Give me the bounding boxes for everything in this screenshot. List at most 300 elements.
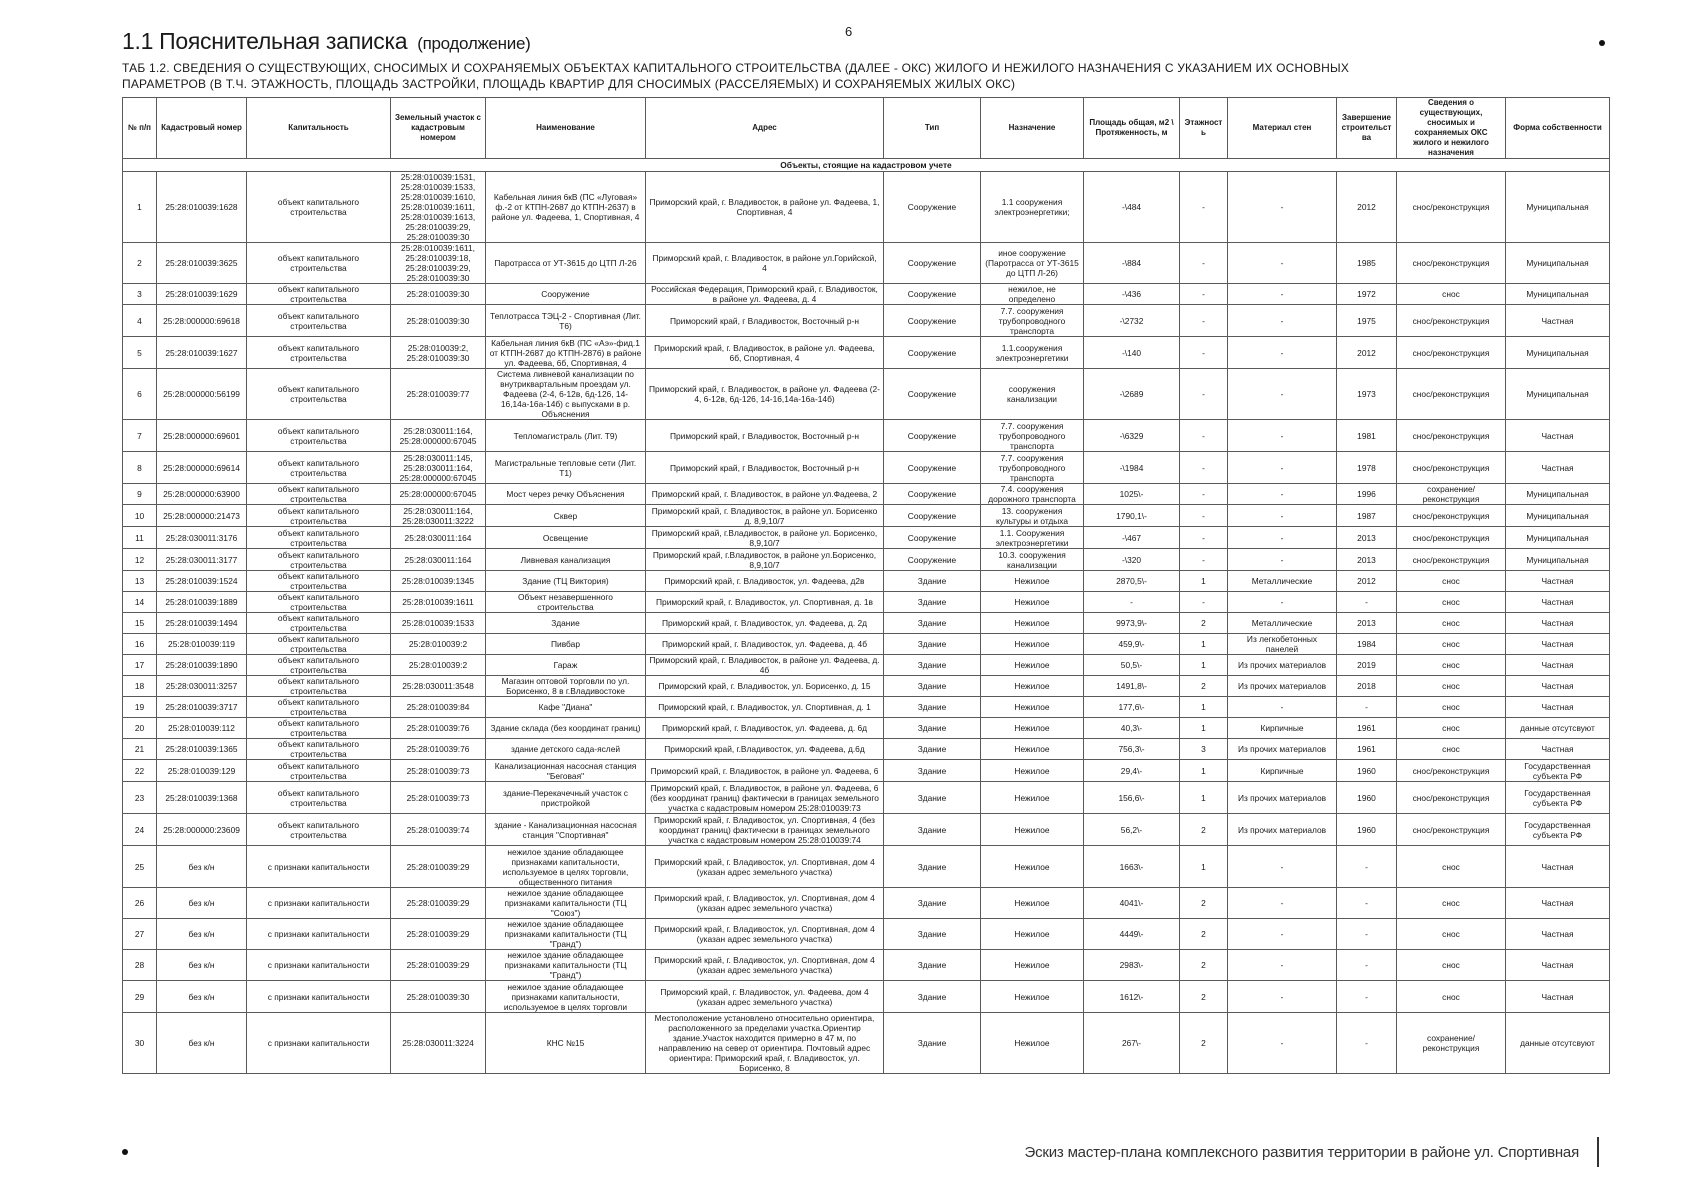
- table-cell: -: [1228, 305, 1337, 337]
- table-cell: снос: [1397, 919, 1506, 950]
- table-cell: Паротрасса от УТ-3615 до ЦТП Л-26: [486, 243, 646, 284]
- table-cell: Здание: [884, 655, 981, 676]
- table-cell: снос/реконструкция: [1397, 527, 1506, 549]
- table-cell: 56,2\-: [1084, 814, 1180, 846]
- table-cell: -: [1228, 846, 1337, 888]
- table-cell: 26: [123, 888, 157, 919]
- table-cell: -: [1228, 420, 1337, 452]
- table-cell: Кабельная линия 6кВ (ПС «Аэ»-фид.1 от КТПН-2687 до КТПН-2876) в районе ул. Фадеева, 6б, Спортивная, 4: [486, 337, 646, 369]
- table-cell: нежилое здание обладающее признаками капитальности (ТЦ "Гранд"): [486, 950, 646, 981]
- table-cell: Кирпичные: [1228, 760, 1337, 782]
- table-cell: 25:28:010039:1890: [157, 655, 247, 676]
- table-cell: 25:28:010039:1345: [391, 571, 486, 592]
- table-cell: -: [1228, 527, 1337, 549]
- table-cell: 25:28:030011:164: [391, 549, 486, 571]
- table-cell: -\484: [1084, 172, 1180, 243]
- table-cell: Муниципальная: [1506, 369, 1610, 420]
- column-header: Наименование: [486, 98, 646, 159]
- table-cell: -: [1228, 452, 1337, 484]
- table-cell: Частная: [1506, 676, 1610, 697]
- table-cell: -: [1337, 697, 1397, 718]
- table-cell: 6: [123, 369, 157, 420]
- table-cell: объект капитального строительства: [247, 337, 391, 369]
- table-cell: Государственная субъекта РФ: [1506, 782, 1610, 814]
- table-cell: 25:28:010039:2, 25:28:010039:30: [391, 337, 486, 369]
- column-header: Кадастровый номер: [157, 98, 247, 159]
- table-cell: объект капитального строительства: [247, 655, 391, 676]
- table-cell: Частная: [1506, 634, 1610, 655]
- table-cell: объект капитального строительства: [247, 305, 391, 337]
- table-cell: 2012: [1337, 337, 1397, 369]
- table-cell: Магистральные тепловые сети (Лит. Т1): [486, 452, 646, 484]
- table-cell: 1: [1180, 846, 1228, 888]
- table-cell: объект капитального строительства: [247, 549, 391, 571]
- table-cell: Частная: [1506, 950, 1610, 981]
- table-cell: 30: [123, 1013, 157, 1074]
- table-cell: 267\-: [1084, 1013, 1180, 1074]
- table-cell: 1.1. Сооружения электроэнергетики: [981, 527, 1084, 549]
- table-cell: Нежилое: [981, 592, 1084, 613]
- table-cell: 25:28:010039:1365: [157, 739, 247, 760]
- table-cell: снос: [1397, 718, 1506, 739]
- table-cell: 1984: [1337, 634, 1397, 655]
- table-cell: 2: [1180, 613, 1228, 634]
- table-cell: -: [1228, 284, 1337, 305]
- table-cell: -: [1228, 888, 1337, 919]
- table-cell: нежилое здание обладающее признаками капитальности (ТЦ "Гранд"): [486, 919, 646, 950]
- table-cell: 156,6\-: [1084, 782, 1180, 814]
- table-cell: Нежилое: [981, 697, 1084, 718]
- table-cell: Частная: [1506, 420, 1610, 452]
- table-cell: без к/н: [157, 981, 247, 1013]
- table-cell: Объект незавершенного строительства: [486, 592, 646, 613]
- table-cell: без к/н: [157, 1013, 247, 1074]
- table-cell: Приморский край, г. Владивосток, в районе ул.Горийской, 4: [646, 243, 884, 284]
- table-cell: 1: [1180, 571, 1228, 592]
- table-cell: 25:28:000000:23609: [157, 814, 247, 846]
- table-cell: Сооружение: [884, 305, 981, 337]
- table-cell: 25:28:010039:119: [157, 634, 247, 655]
- table-cell: 1612\-: [1084, 981, 1180, 1013]
- column-header: Этажность: [1180, 98, 1228, 159]
- table-cell: -\2732: [1084, 305, 1180, 337]
- table-cell: 12: [123, 549, 157, 571]
- table-cell: объект капитального строительства: [247, 243, 391, 284]
- table-cell: 25:28:010039:1533: [391, 613, 486, 634]
- table-cell: 25:28:010039:112: [157, 718, 247, 739]
- table-cell: объект капитального строительства: [247, 718, 391, 739]
- table-cell: Кирпичные: [1228, 718, 1337, 739]
- table-cell: Здание: [884, 592, 981, 613]
- table-cell: Нежилое: [981, 655, 1084, 676]
- table-cell: объект капитального строительства: [247, 284, 391, 305]
- table-cell: Приморский край, г.Владивосток, в районе ул. Борисенко, 8,9,10/7: [646, 527, 884, 549]
- table-cell: 25:28:030011:145, 25:28:030011:164, 25:28:000000:67045: [391, 452, 486, 484]
- table-cell: Приморский край, г. Владивосток, ул. Спортивная, дом 4 (указан адрес земельного участка): [646, 919, 884, 950]
- table-cell: Частная: [1506, 697, 1610, 718]
- table-cell: Российская Федерация, Приморский край, г. Владивосток, в районе ул. Фадеева, д. 4: [646, 284, 884, 305]
- table-row: [123, 571, 1610, 592]
- table-cell: Частная: [1506, 452, 1610, 484]
- table-cell: 7.7. сооружения трубопроводного транспорта: [981, 452, 1084, 484]
- table-cell: 25:28:010039:29: [391, 950, 486, 981]
- table-cell: объект капитального строительства: [247, 452, 391, 484]
- table-cell: -: [1228, 369, 1337, 420]
- table-cell: снос/реконструкция: [1397, 760, 1506, 782]
- column-header: Адрес: [646, 98, 884, 159]
- table-cell: 25:28:010039:1628: [157, 172, 247, 243]
- table-cell: Из прочих материалов: [1228, 814, 1337, 846]
- table-cell: снос: [1397, 846, 1506, 888]
- table-cell: -: [1228, 981, 1337, 1013]
- table-cell: Приморский край, г. Владивосток, ул. Борисенко, д. 15: [646, 676, 884, 697]
- table-cell: Здание: [884, 571, 981, 592]
- table-cell: 1663\-: [1084, 846, 1180, 888]
- table-cell: -: [1337, 1013, 1397, 1074]
- table-cell: 25:28:010039:2: [391, 634, 486, 655]
- table-cell: 17: [123, 655, 157, 676]
- table-cell: 10: [123, 505, 157, 527]
- column-header: Капитальность: [247, 98, 391, 159]
- table-cell: 25:28:010039:1524: [157, 571, 247, 592]
- table-cell: Ливневая канализация: [486, 549, 646, 571]
- table-cell: 2019: [1337, 655, 1397, 676]
- table-cell: Нежилое: [981, 634, 1084, 655]
- table-cell: Нежилое: [981, 571, 1084, 592]
- table-cell: 13. сооружения культуры и отдыха: [981, 505, 1084, 527]
- table-cell: Гараж: [486, 655, 646, 676]
- table-cell: Приморский край, г. Владивосток, ул. Спортивная, дом 4 (указан адрес земельного участка): [646, 846, 884, 888]
- table-row: [123, 718, 1610, 739]
- table-cell: 1: [123, 172, 157, 243]
- table-cell: Приморский край, г. Владивосток, ул. Фадеева, д2в: [646, 571, 884, 592]
- table-cell: 25:28:000000:67045: [391, 484, 486, 505]
- table-cell: 25:28:010039:30: [391, 284, 486, 305]
- table-cell: Здание: [884, 634, 981, 655]
- table-cell: без к/н: [157, 950, 247, 981]
- table-cell: 25:28:010039:1494: [157, 613, 247, 634]
- table-cell: -: [1228, 243, 1337, 284]
- table-cell: 15: [123, 613, 157, 634]
- table-cell: -: [1228, 592, 1337, 613]
- table-cell: снос: [1397, 739, 1506, 760]
- table-cell: 25:28:010039:29: [391, 846, 486, 888]
- table-cell: Сооружение: [486, 284, 646, 305]
- column-header: № п/п: [123, 98, 157, 159]
- table-cell: снос/реконструкция: [1397, 337, 1506, 369]
- table-cell: снос/реконструкция: [1397, 369, 1506, 420]
- table-cell: 25:28:010039:29: [391, 888, 486, 919]
- table-cell: Приморский край, г. Владивосток, в районе ул. Фадеева, 6: [646, 760, 884, 782]
- table-cell: снос/реконструкция: [1397, 420, 1506, 452]
- table-cell: объект капитального строительства: [247, 760, 391, 782]
- title-suffix: (продолжение): [417, 34, 531, 53]
- table-cell: Муниципальная: [1506, 505, 1610, 527]
- table-cell: 11: [123, 527, 157, 549]
- table-cell: 1: [1180, 718, 1228, 739]
- table-cell: Нежилое: [981, 814, 1084, 846]
- table-cell: без к/н: [157, 888, 247, 919]
- table-cell: Нежилое: [981, 718, 1084, 739]
- title-main: 1.1 Пояснительная записка: [122, 28, 408, 54]
- table-cell: 7: [123, 420, 157, 452]
- table-cell: без к/н: [157, 846, 247, 888]
- table-cell: -: [1337, 919, 1397, 950]
- table-cell: Приморский край, г. Владивосток, в районе ул. Фадеева, 6б, Спортивная, 4: [646, 337, 884, 369]
- table-cell: 2: [123, 243, 157, 284]
- table-cell: 3: [1180, 739, 1228, 760]
- table-cell: Сооружение: [884, 527, 981, 549]
- section-label: Объекты, стоящие на кадастровом учете: [123, 159, 1610, 172]
- table-cell: снос/реконструкция: [1397, 452, 1506, 484]
- table-cell: с признаки капитальности: [247, 981, 391, 1013]
- table-cell: Местоположение установлено относительно ориентира, расположенного за пределами участка.Ориентир здание.Участок находится примерно в 47 м, по направлению на север от ориентира. Почтовый адрес ориентира: Приморский край, г. Владивосток, ул. Борисенко, 8: [646, 1013, 884, 1074]
- table-caption: ТАБ 1.2. СВЕДЕНИЯ О СУЩЕСТВУЮЩИХ, СНОСИМЫХ И СОХРАНЯЕМЫХ ОБЪЕКТАХ КАПИТАЛЬНОГО СТРОИТЕЛЬСТВА (ДАЛЕЕ - ОКС) ЖИЛОГО И НЕЖИЛОГО НАЗНАЧЕНИЯ С УКАЗАНИЕМ ИХ ОСНОВНЫХ ПАРАМЕТРОВ (В Т.Ч. ЭТАЖНОСТЬ, ПЛОЩАДЬ ЗАСТРОЙКИ, ПЛОЩАДЬ КВАРТИР ДЛЯ СНОСИМЫХ (РАССЕЛЯЕМЫХ) И СОХРАНЯЕМЫХ ЖИЛЫХ ОКС): [122, 61, 1350, 91]
- table-cell: 2870,5\-: [1084, 571, 1180, 592]
- table-cell: Канализационная насосная станция "Беговая": [486, 760, 646, 782]
- table-cell: нежилое здание обладающее признаками капитальности, используемое в целях торговли: [486, 981, 646, 1013]
- table-cell: объект капитального строительства: [247, 697, 391, 718]
- table-row: [123, 420, 1610, 452]
- table-cell: Из прочих материалов: [1228, 676, 1337, 697]
- table-cell: 25:28:010039:30: [391, 981, 486, 1013]
- table-cell: 1: [1180, 760, 1228, 782]
- table-cell: Приморский край, г. Владивосток, в районе ул.Фадеева, 2: [646, 484, 884, 505]
- table-cell: -: [1180, 369, 1228, 420]
- column-header: Сведения о существующих, сносимых и сохраняемых ОКС жилого и нежилого назначения: [1397, 98, 1506, 159]
- table-cell: -: [1180, 505, 1228, 527]
- column-header: Площадь общая, м2 \ Протяженность, м: [1084, 98, 1180, 159]
- table-row: [123, 243, 1610, 284]
- table-cell: 25:28:010039:1889: [157, 592, 247, 613]
- table-cell: снос: [1397, 676, 1506, 697]
- column-header: Материал стен: [1228, 98, 1337, 159]
- table-cell: Металлические: [1228, 613, 1337, 634]
- table-cell: Нежилое: [981, 739, 1084, 760]
- table-cell: Здание: [884, 613, 981, 634]
- table-cell: снос: [1397, 697, 1506, 718]
- table-cell: 1981: [1337, 420, 1397, 452]
- table-cell: -: [1180, 305, 1228, 337]
- table-cell: 1: [1180, 655, 1228, 676]
- table-cell: Здание: [884, 739, 981, 760]
- footer-divider: [1597, 1137, 1599, 1167]
- table-cell: 27: [123, 919, 157, 950]
- table-cell: Магазин оптовой торговли по ул. Борисенко, 8 в г.Владивостоке: [486, 676, 646, 697]
- table-row: [123, 981, 1610, 1013]
- table-cell: объект капитального строительства: [247, 782, 391, 814]
- table-row: [123, 1013, 1610, 1074]
- table-cell: 28: [123, 950, 157, 981]
- table-cell: Приморский край, г. Владивосток, ул. Спортивная, д. 1в: [646, 592, 884, 613]
- table-cell: Приморский край, г.Владивосток, ул. Фадеева, д.6д: [646, 739, 884, 760]
- table-cell: Кабельная линия 6кВ (ПС «Луговая» ф.-2 от КТПН-2687 до КТПН-2637) в районе ул. Фадеева, 1, Спортивная, 4: [486, 172, 646, 243]
- table-row: [123, 919, 1610, 950]
- table-cell: Приморский край, г. Владивосток, ул. Спортивная, д. 1: [646, 697, 884, 718]
- table-cell: Государственная субъекта РФ: [1506, 814, 1610, 846]
- table-cell: -: [1228, 549, 1337, 571]
- table-header-row: [123, 98, 1610, 159]
- table-cell: -: [1180, 592, 1228, 613]
- table-cell: Металлические: [1228, 571, 1337, 592]
- table-row: [123, 739, 1610, 760]
- table-cell: Здание склада (без координат границ): [486, 718, 646, 739]
- column-header: Назначение: [981, 98, 1084, 159]
- table-cell: Нежилое: [981, 981, 1084, 1013]
- table-cell: Здание: [884, 760, 981, 782]
- table-cell: Сооружение: [884, 484, 981, 505]
- table-cell: -: [1180, 527, 1228, 549]
- table-cell: Государственная субъекта РФ: [1506, 760, 1610, 782]
- objects-table: [122, 97, 1610, 1074]
- table-cell: Приморский край, г Владивосток, Восточный р-н: [646, 420, 884, 452]
- table-cell: 25:28:030011:164, 25:28:000000:67045: [391, 420, 486, 452]
- table-cell: Приморский край, г. Владивосток, в районе ул. Фадеева, д. 4б: [646, 655, 884, 676]
- table-cell: 1025\-: [1084, 484, 1180, 505]
- column-header: Завершение строительства: [1337, 98, 1397, 159]
- table-cell: Система ливневой канализации по внутриквартальным проездам ул. Фадеева (2-4, 6-12в, 6д-126, 14-16,14а-16а-14б) с выпусками в р. Объяснения: [486, 369, 646, 420]
- table-cell: здание детского сада-яслей: [486, 739, 646, 760]
- table-cell: снос: [1397, 888, 1506, 919]
- table-cell: объект капитального строительства: [247, 814, 391, 846]
- table-cell: 25:28:010039:3625: [157, 243, 247, 284]
- table-cell: 25:28:030011:3176: [157, 527, 247, 549]
- table-cell: нежилое, не определено: [981, 284, 1084, 305]
- table-row: [123, 337, 1610, 369]
- table-cell: Здание: [486, 613, 646, 634]
- table-cell: 25:28:010039:3717: [157, 697, 247, 718]
- table-cell: с признаки капитальности: [247, 950, 391, 981]
- table-cell: -\1984: [1084, 452, 1180, 484]
- table-cell: 14: [123, 592, 157, 613]
- table-cell: сооружения канализации: [981, 369, 1084, 420]
- table-cell: 2: [1180, 814, 1228, 846]
- table-cell: 25:28:010039:1368: [157, 782, 247, 814]
- table-cell: -\320: [1084, 549, 1180, 571]
- table-row: [123, 950, 1610, 981]
- table-cell: объект капитального строительства: [247, 571, 391, 592]
- table-cell: 25:28:000000:56199: [157, 369, 247, 420]
- table-cell: 4: [123, 305, 157, 337]
- table-cell: Здание: [884, 697, 981, 718]
- table-cell: 29: [123, 981, 157, 1013]
- table-cell: 2: [1180, 919, 1228, 950]
- table-cell: -: [1337, 981, 1397, 1013]
- table-row: [123, 697, 1610, 718]
- table-cell: 2012: [1337, 172, 1397, 243]
- table-cell: 25:28:010039:73: [391, 782, 486, 814]
- table-cell: снос: [1397, 655, 1506, 676]
- table-cell: Сооружение: [884, 420, 981, 452]
- table-body: [123, 159, 1610, 1074]
- table-row: [123, 284, 1610, 305]
- table-cell: Нежилое: [981, 676, 1084, 697]
- table-cell: Нежилое: [981, 888, 1084, 919]
- table-cell: нежилое здание обладающее признаками капитальности (ТЦ "Союз"): [486, 888, 646, 919]
- table-row: [123, 505, 1610, 527]
- footer-text: Эскиз мастер-плана комплексного развития территории в районе ул. Спортивная: [1024, 1144, 1579, 1161]
- table-cell: -: [1337, 888, 1397, 919]
- table-cell: 18: [123, 676, 157, 697]
- table-cell: 25:28:000000:69614: [157, 452, 247, 484]
- table-cell: 24: [123, 814, 157, 846]
- table-cell: Муниципальная: [1506, 337, 1610, 369]
- table-cell: снос/реконструкция: [1397, 549, 1506, 571]
- table-cell: -: [1337, 950, 1397, 981]
- table-cell: Сквер: [486, 505, 646, 527]
- table-cell: -\140: [1084, 337, 1180, 369]
- table-cell: Частная: [1506, 919, 1610, 950]
- table-cell: -: [1228, 337, 1337, 369]
- table-cell: объект капитального строительства: [247, 613, 391, 634]
- table-cell: Нежилое: [981, 919, 1084, 950]
- table-cell: Мост через речку Объяснения: [486, 484, 646, 505]
- table-cell: иное сооружение (Паротрасса от УТ-3615 до ЦТП Л-26): [981, 243, 1084, 284]
- table-cell: Из прочих материалов: [1228, 782, 1337, 814]
- table-cell: Нежилое: [981, 846, 1084, 888]
- page-title: [122, 28, 530, 55]
- table-cell: 7.4. сооружения дорожного транспорта: [981, 484, 1084, 505]
- table-cell: Из прочих материалов: [1228, 655, 1337, 676]
- table-cell: 1491,8\-: [1084, 676, 1180, 697]
- table-cell: Тепломагистраль (Лит. Т9): [486, 420, 646, 452]
- table-cell: Здание: [884, 846, 981, 888]
- table-cell: 22: [123, 760, 157, 782]
- table-row: [123, 172, 1610, 243]
- table-cell: Здание (ТЦ Виктория): [486, 571, 646, 592]
- table-cell: Нежилое: [981, 760, 1084, 782]
- table-cell: Частная: [1506, 571, 1610, 592]
- table-cell: с признаки капитальности: [247, 888, 391, 919]
- table-cell: 9973,9\-: [1084, 613, 1180, 634]
- table-cell: Частная: [1506, 739, 1610, 760]
- table-cell: Здание: [884, 919, 981, 950]
- table-cell: Нежилое: [981, 950, 1084, 981]
- table-cell: Приморский край, г. Владивосток, в районе ул. Фадеева, 6 (без координат границ) фактически в границах земельного участка с кадастровым номером 25:28:010039:73: [646, 782, 884, 814]
- table-cell: Приморский край, г Владивосток, Восточный р-н: [646, 305, 884, 337]
- table-cell: Приморский край, г. Владивосток, в районе ул. Фадеева, 1, Спортивная, 4: [646, 172, 884, 243]
- table-cell: 1: [1180, 697, 1228, 718]
- table-cell: с признаки капитальности: [247, 1013, 391, 1074]
- table-cell: Муниципальная: [1506, 549, 1610, 571]
- table-cell: 2: [1180, 888, 1228, 919]
- table-cell: 25:28:030011:164: [391, 527, 486, 549]
- table-cell: -\6329: [1084, 420, 1180, 452]
- table-cell: снос: [1397, 634, 1506, 655]
- table-cell: 25:28:010039:1629: [157, 284, 247, 305]
- table-cell: 20: [123, 718, 157, 739]
- table-cell: 19: [123, 697, 157, 718]
- table-cell: Сооружение: [884, 284, 981, 305]
- table-cell: без к/н: [157, 919, 247, 950]
- table-row: [123, 814, 1610, 846]
- table-cell: Из легкобетонных панелей: [1228, 634, 1337, 655]
- table-cell: 1: [1180, 782, 1228, 814]
- table-cell: 25:28:010039:73: [391, 760, 486, 782]
- table-cell: Частная: [1506, 613, 1610, 634]
- table-cell: 25:28:010039:1611: [391, 592, 486, 613]
- table-cell: Приморский край, г. Владивосток, ул. Спортивная, 4 (без координат границ) фактически в границах земельного участка с кадастровым номером 25:28:010039:74: [646, 814, 884, 846]
- page-number: 6: [845, 24, 853, 39]
- table-row: [123, 369, 1610, 420]
- table-cell: 25:28:010039:1627: [157, 337, 247, 369]
- table-cell: Здание: [884, 676, 981, 697]
- table-cell: Сооружение: [884, 452, 981, 484]
- column-header: Форма собственности: [1506, 98, 1610, 159]
- table-row: [123, 782, 1610, 814]
- table-cell: Муниципальная: [1506, 527, 1610, 549]
- table-cell: 25:28:030011:3548: [391, 676, 486, 697]
